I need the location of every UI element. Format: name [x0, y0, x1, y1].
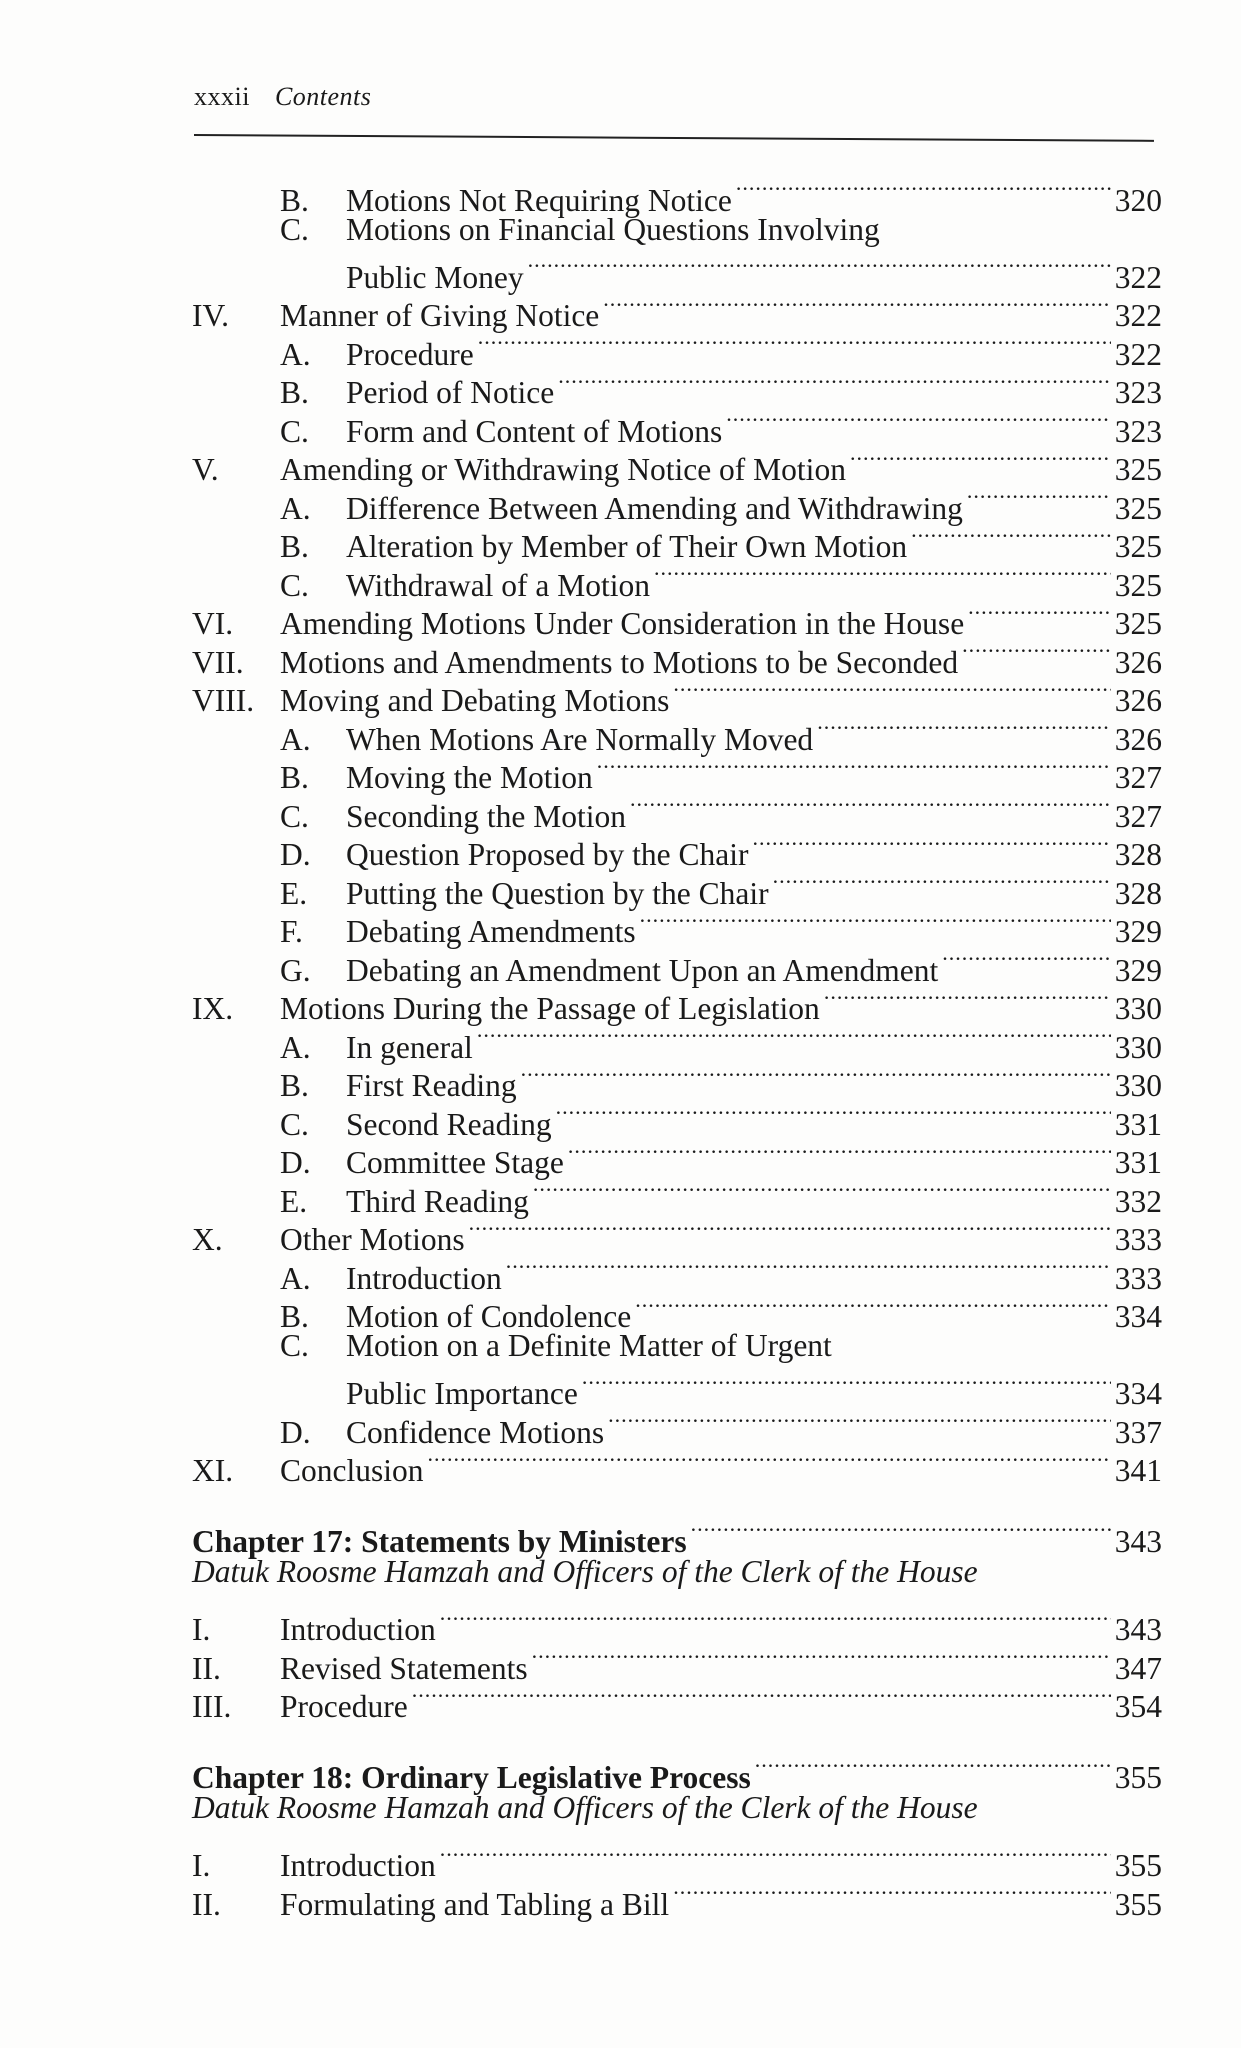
entry-page-number: 327 [1114, 798, 1162, 834]
entry-page-number: 326 [1114, 644, 1162, 680]
entry-page-number: 334 [1114, 1299, 1162, 1334]
chapter-17-block [192, 1513, 1162, 1724]
dot-leader [521, 1058, 1111, 1097]
chapter-18-block [192, 1749, 1162, 1922]
entry-page-number: 354 [1114, 1689, 1162, 1724]
entry-page-number: 327 [1114, 760, 1162, 795]
entry-number: VIII. [192, 683, 255, 718]
dot-leader [817, 711, 1111, 750]
entry-title: Formulating and Tabling a Bill [280, 1886, 670, 1922]
page-folio: xxxii [194, 82, 250, 111]
dot-leader [603, 288, 1110, 327]
dot-leader [412, 1679, 1111, 1718]
dot-leader [428, 1443, 1111, 1482]
entry-title: Committee Stage [346, 1145, 564, 1180]
chapter-heading [192, 1749, 1162, 1795]
entry-page-number: 333 [1114, 1222, 1162, 1257]
entry-number: VII. [192, 644, 244, 680]
dot-leader [469, 1212, 1111, 1251]
entry-page-number: 334 [1114, 1376, 1162, 1411]
entry-number: G. [280, 952, 311, 988]
entry-page-number: 330 [1114, 1029, 1162, 1065]
entry-title: Second Reading [346, 1106, 552, 1142]
entry-page-number: 325 [1114, 452, 1162, 487]
entry-title: Moving the Motion [346, 760, 593, 795]
dot-leader [962, 634, 1111, 673]
dot-leader [673, 673, 1110, 712]
entry-title: Debating an Amendment Upon an Amendment [346, 952, 939, 988]
entry-number: VI. [192, 606, 234, 641]
dot-leader [440, 1602, 1111, 1641]
entry-page-number: 333 [1114, 1260, 1162, 1296]
dot-leader [478, 326, 1111, 365]
entry-number: A. [280, 336, 311, 372]
dot-leader [911, 519, 1111, 558]
table-of-contents [192, 172, 1162, 1922]
entry-page-number: 331 [1114, 1106, 1162, 1142]
entry-title: Conclusion [280, 1453, 424, 1488]
entry-number: A. [280, 721, 311, 757]
dot-leader [532, 1640, 1111, 1679]
entry-title: Revised Statements [280, 1650, 528, 1686]
entry-title: Motion on a Definite Matter of Urgent [346, 1328, 832, 1363]
dot-leader [773, 865, 1111, 904]
entry-number: II. [192, 1650, 221, 1686]
entry-number: C. [280, 798, 309, 834]
entry-title: Motion of Condolence [346, 1299, 632, 1334]
entry-page-number: 322 [1114, 259, 1162, 295]
entry-page-number: 347 [1114, 1650, 1162, 1686]
entry-title: Motions and Amendments to Motions to be Seconded [280, 644, 959, 680]
entry-page-number: 325 [1114, 567, 1162, 603]
entry-page-number: 323 [1114, 413, 1162, 449]
entry-page-number: 355 [1114, 1848, 1162, 1883]
entry-page-number: 329 [1114, 914, 1162, 949]
entry-title: Alteration by Member of Their Own Motion [346, 529, 908, 564]
entry-number: E. [280, 875, 308, 911]
entry-title: Amending Motions Under Consideration in the House [280, 606, 965, 641]
dot-leader [528, 249, 1111, 288]
dot-leader [752, 827, 1110, 866]
toc-entry [192, 288, 1162, 333]
entry-number: E. [280, 1183, 308, 1219]
dot-leader [597, 750, 1111, 789]
entry-title: Motions on Financial Questions Involving [346, 211, 880, 247]
entry-title: Moving and Debating Motions [280, 683, 670, 718]
entry-title: Period of Notice [346, 375, 555, 410]
dot-leader [736, 172, 1111, 211]
entry-number: IV. [192, 298, 230, 333]
dot-leader [582, 1366, 1111, 1405]
chapter-heading [192, 1513, 1162, 1559]
entry-page-number: 322 [1114, 298, 1162, 333]
entry-title: When Motions Are Normally Moved [346, 721, 814, 757]
toc-entry [192, 1838, 1162, 1883]
dot-leader [558, 365, 1111, 404]
entry-page-number: 323 [1114, 375, 1162, 410]
entry-title: Putting the Question by the Chair [346, 875, 769, 911]
chapter-entries [192, 1838, 1162, 1922]
entry-number: X. [192, 1222, 223, 1257]
entry-number: V. [192, 452, 219, 487]
entry-number: A. [280, 1029, 311, 1065]
entry-page-number: 330 [1114, 1068, 1162, 1103]
chapter-title: Chapter 18: Ordinary Legislative Process [192, 1759, 751, 1795]
dot-leader [942, 942, 1110, 981]
entry-number: B. [280, 1299, 309, 1334]
entry-title: Seconding the Motion [346, 798, 626, 834]
dot-leader [556, 1096, 1111, 1135]
entry-title: Introduction [280, 1848, 436, 1883]
dot-leader [533, 1173, 1111, 1212]
entry-number: D. [280, 1145, 311, 1180]
entry-title: Procedure [346, 336, 474, 372]
chapter-entries [192, 1602, 1162, 1724]
entry-number: A. [280, 490, 311, 526]
entry-number: B. [280, 182, 309, 218]
toc-entry [192, 172, 1162, 218]
chapter-page-number: 343 [1114, 1523, 1162, 1559]
entry-title: In general [346, 1029, 473, 1065]
entry-page-number: 328 [1114, 837, 1162, 872]
entry-page-number: 325 [1114, 529, 1162, 564]
toc-section-continued [192, 172, 1162, 1488]
toc-entry [192, 1327, 1162, 1366]
entry-title: Debating Amendments [346, 914, 636, 949]
entry-number: F. [280, 914, 303, 949]
entry-title: Form and Content of Motions [346, 413, 723, 449]
dot-leader [568, 1135, 1111, 1174]
entry-page-number: 337 [1114, 1414, 1162, 1450]
entry-number: A. [280, 1260, 311, 1296]
dot-leader [673, 1876, 1111, 1915]
entry-title: Public Importance [346, 1376, 578, 1411]
entry-title: Amending or Withdrawing Notice of Motion [280, 452, 846, 487]
entry-title: First Reading [346, 1068, 517, 1103]
chapter-author: Datuk Roosme Hamzah and Officers of the Clerk of the House [192, 1553, 978, 1589]
entry-number: I. [192, 1612, 211, 1647]
entry-number: I. [192, 1848, 211, 1883]
toc-entry [192, 249, 1162, 295]
chapter-title: Chapter 17: Statements by Ministers [192, 1523, 687, 1559]
entry-title: Question Proposed by the Chair [346, 837, 749, 872]
chapter-author: Datuk Roosme Hamzah and Officers of the Clerk of the House [192, 1789, 978, 1825]
entry-title: Introduction [280, 1612, 436, 1647]
dot-leader [477, 1019, 1111, 1058]
dot-leader [726, 403, 1111, 442]
entry-number: C. [280, 567, 309, 603]
chapter-page-number: 355 [1114, 1759, 1162, 1795]
toc-entry [192, 1366, 1162, 1411]
entry-number: C. [280, 211, 309, 247]
entry-page-number: 328 [1114, 875, 1162, 911]
dot-leader [968, 596, 1111, 635]
entry-number: B. [280, 529, 309, 564]
dot-leader [850, 442, 1111, 481]
entry-number: C. [280, 1106, 309, 1142]
entry-number: D. [280, 1414, 311, 1450]
dot-leader [635, 1289, 1111, 1328]
dot-leader [440, 1838, 1111, 1877]
entry-page-number: 330 [1114, 991, 1162, 1026]
entry-page-number: 325 [1114, 490, 1162, 526]
entry-number: III. [192, 1689, 232, 1724]
dot-leader [824, 981, 1111, 1020]
entry-number: B. [280, 375, 309, 410]
entry-title: Difference Between Amending and Withdrawing [346, 490, 963, 526]
dot-leader [630, 788, 1111, 827]
dot-leader [691, 1513, 1111, 1552]
entry-page-number: 325 [1114, 606, 1162, 641]
entry-page-number: 341 [1114, 1453, 1162, 1488]
entry-number: IX. [192, 991, 234, 1026]
entry-number: B. [280, 760, 309, 795]
entry-title: Introduction [346, 1260, 502, 1296]
entry-title: Public Money [346, 259, 524, 295]
toc-entry [192, 1602, 1162, 1647]
dot-leader [967, 480, 1111, 519]
dot-leader [755, 1749, 1111, 1788]
entry-page-number: 331 [1114, 1145, 1162, 1180]
entry-number: D. [280, 837, 311, 872]
dot-leader [608, 1404, 1111, 1443]
entry-number: II. [192, 1886, 221, 1922]
dot-leader [654, 557, 1111, 596]
entry-page-number: 320 [1114, 182, 1162, 218]
entry-title: Motions During the Passage of Legislation [280, 991, 820, 1026]
toc-entry [192, 1404, 1162, 1450]
entry-number: C. [280, 413, 309, 449]
entry-page-number: 355 [1114, 1886, 1162, 1922]
entry-title: Other Motions [280, 1222, 465, 1257]
header-rule [194, 134, 1154, 142]
entry-page-number: 329 [1114, 952, 1162, 988]
entry-title: Third Reading [346, 1183, 529, 1219]
entry-title: Manner of Giving Notice [280, 298, 600, 333]
toc-entry [192, 211, 1162, 250]
page-header [194, 82, 371, 112]
dot-leader [506, 1250, 1111, 1289]
entry-page-number: 326 [1114, 721, 1162, 757]
entry-page-number: 343 [1114, 1612, 1162, 1647]
dot-leader [640, 904, 1111, 943]
entry-title: Procedure [280, 1689, 408, 1724]
entry-page-number: 332 [1114, 1183, 1162, 1219]
entry-page-number: 322 [1114, 336, 1162, 372]
entry-number: XI. [192, 1453, 234, 1488]
running-title: Contents [274, 82, 372, 111]
entry-title: Withdrawal of a Motion [346, 567, 651, 603]
entry-title: Motions Not Requiring Notice [346, 182, 732, 218]
entry-number: B. [280, 1068, 309, 1103]
entry-page-number: 326 [1114, 683, 1162, 718]
entry-number: C. [280, 1328, 309, 1363]
entry-title: Confidence Motions [346, 1414, 605, 1450]
